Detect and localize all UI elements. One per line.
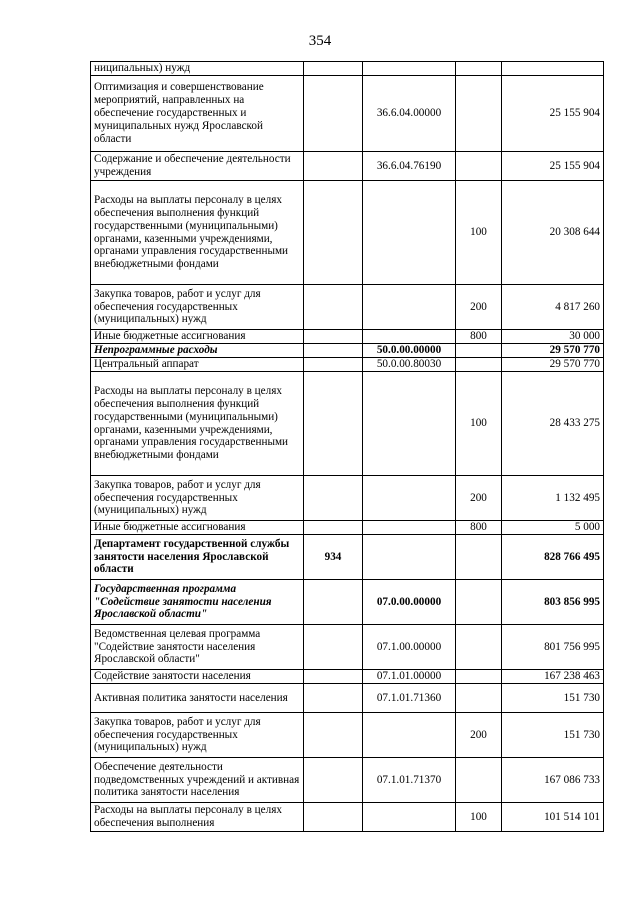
row-ministry-cell [304, 713, 363, 758]
row-amount-cell: 25 155 904 [502, 76, 604, 152]
row-expense-type-cell [456, 76, 502, 152]
row-name-cell: ниципальных) нужд [91, 62, 304, 76]
row-expense-type-cell [456, 670, 502, 684]
row-name-cell: Активная политика занятости населения [91, 684, 304, 713]
table-row [91, 625, 604, 670]
row-expense-type-cell: 800 [456, 330, 502, 344]
table-row [91, 358, 604, 372]
row-ministry-cell [304, 625, 363, 670]
row-ministry-cell [304, 76, 363, 152]
row-code-cell [363, 713, 456, 758]
table-row [91, 330, 604, 344]
row-name-cell: Оптимизация и совершенствование мероприятий, направленных на обеспечение государственных и муниципальных нужд Ярославской области [91, 76, 304, 152]
page-number: 354 [308, 33, 332, 49]
row-code-cell [363, 803, 456, 832]
row-name-cell: Центральный аппарат [91, 358, 304, 372]
row-ministry-cell [304, 476, 363, 521]
row-expense-type-cell: 800 [456, 521, 502, 535]
row-code-cell: 07.1.01.71360 [363, 684, 456, 713]
table-row [91, 713, 604, 758]
row-name-cell: Департамент государственной службы занятости населения Ярославской области [91, 535, 304, 580]
row-ministry-cell [304, 62, 363, 76]
row-name-cell: Обеспечение деятельности подведомственных учреждений и активная политика занятости населения [91, 758, 304, 803]
row-name-cell: Непрограммные расходы [91, 344, 304, 358]
row-ministry-cell [304, 285, 363, 330]
row-code-cell [363, 181, 456, 285]
row-name-cell: Расходы на выплаты персоналу в целях обеспечения выполнения функций государственными (муниципальными) органами, казенными учреждениями, органами управления государственными внебюджетными фондами [91, 372, 304, 476]
row-amount-cell: 151 730 [502, 713, 604, 758]
table-row [91, 476, 604, 521]
budget-table [90, 61, 604, 832]
row-name-cell: Ведомственная целевая программа "Содействие занятости населения Ярославской области" [91, 625, 304, 670]
row-code-cell [363, 62, 456, 76]
row-code-cell: 07.0.00.00000 [363, 580, 456, 625]
row-expense-type-cell [456, 62, 502, 76]
table-row [91, 62, 604, 76]
row-code-cell: 07.1.01.71370 [363, 758, 456, 803]
row-ministry-cell [304, 803, 363, 832]
row-code-cell: 07.1.01.00000 [363, 670, 456, 684]
table-row [91, 181, 604, 285]
table-row [91, 285, 604, 330]
row-ministry-cell [304, 758, 363, 803]
row-code-cell: 50.0.00.00000 [363, 344, 456, 358]
row-expense-type-cell [456, 625, 502, 670]
row-code-cell [363, 330, 456, 344]
row-expense-type-cell [456, 758, 502, 803]
row-expense-type-cell [456, 684, 502, 713]
row-code-cell [363, 372, 456, 476]
row-amount-cell: 167 086 733 [502, 758, 604, 803]
row-expense-type-cell: 100 [456, 803, 502, 832]
row-amount-cell: 801 756 995 [502, 625, 604, 670]
row-amount-cell: 151 730 [502, 684, 604, 713]
row-expense-type-cell [456, 358, 502, 372]
row-name-cell: Содействие занятости населения [91, 670, 304, 684]
row-ministry-cell [304, 358, 363, 372]
row-expense-type-cell [456, 580, 502, 625]
row-expense-type-cell [456, 344, 502, 358]
row-amount-cell: 29 570 770 [502, 344, 604, 358]
row-name-cell: Содержание и обеспечение деятельности учреждения [91, 152, 304, 181]
row-ministry-cell [304, 344, 363, 358]
row-name-cell: Расходы на выплаты персоналу в целях обеспечения выполнения [91, 803, 304, 832]
row-amount-cell: 803 856 995 [502, 580, 604, 625]
row-name-cell: Закупка товаров, работ и услуг для обеспечения государственных (муниципальных) нужд [91, 285, 304, 330]
row-expense-type-cell: 100 [456, 372, 502, 476]
row-code-cell [363, 476, 456, 521]
row-name-cell: Расходы на выплаты персоналу в целях обеспечения выполнения функций государственными (муниципальными) органами, казенными учреждениями, органами управления государственными внебюджетными фондами [91, 181, 304, 285]
row-expense-type-cell: 200 [456, 285, 502, 330]
row-name-cell: Иные бюджетные ассигнования [91, 330, 304, 344]
row-code-cell: 50.0.00.80030 [363, 358, 456, 372]
row-code-cell: 07.1.00.00000 [363, 625, 456, 670]
budget-table-body [91, 62, 604, 832]
row-name-cell: Закупка товаров, работ и услуг для обеспечения государственных (муниципальных) нужд [91, 713, 304, 758]
row-expense-type-cell [456, 535, 502, 580]
table-row [91, 670, 604, 684]
table-row [91, 803, 604, 832]
row-ministry-cell [304, 330, 363, 344]
row-ministry-cell [304, 580, 363, 625]
row-expense-type-cell [456, 152, 502, 181]
row-amount-cell: 101 514 101 [502, 803, 604, 832]
row-ministry-cell: 934 [304, 535, 363, 580]
row-ministry-cell [304, 181, 363, 285]
table-row [91, 344, 604, 358]
row-ministry-cell [304, 521, 363, 535]
table-row [91, 152, 604, 181]
table-row [91, 76, 604, 152]
row-amount-cell: 30 000 [502, 330, 604, 344]
row-amount-cell [502, 62, 604, 76]
row-amount-cell: 167 238 463 [502, 670, 604, 684]
row-name-cell: Закупка товаров, работ и услуг для обеспечения государственных (муниципальных) нужд [91, 476, 304, 521]
row-amount-cell: 1 132 495 [502, 476, 604, 521]
row-amount-cell: 25 155 904 [502, 152, 604, 181]
row-name-cell: Государственная программа "Содействие занятости населения Ярославской области" [91, 580, 304, 625]
row-code-cell [363, 535, 456, 580]
row-ministry-cell [304, 670, 363, 684]
row-amount-cell: 828 766 495 [502, 535, 604, 580]
row-ministry-cell [304, 372, 363, 476]
table-row [91, 758, 604, 803]
row-code-cell: 36.6.04.76190 [363, 152, 456, 181]
row-ministry-cell [304, 684, 363, 713]
row-name-cell: Иные бюджетные ассигнования [91, 521, 304, 535]
row-code-cell [363, 521, 456, 535]
row-amount-cell: 20 308 644 [502, 181, 604, 285]
row-ministry-cell [304, 152, 363, 181]
row-code-cell [363, 285, 456, 330]
table-row [91, 372, 604, 476]
row-expense-type-cell: 200 [456, 476, 502, 521]
row-expense-type-cell: 200 [456, 713, 502, 758]
table-row [91, 684, 604, 713]
table-row [91, 521, 604, 535]
row-amount-cell: 28 433 275 [502, 372, 604, 476]
row-expense-type-cell: 100 [456, 181, 502, 285]
row-amount-cell: 29 570 770 [502, 358, 604, 372]
row-amount-cell: 5 000 [502, 521, 604, 535]
table-row [91, 580, 604, 625]
table-row [91, 535, 604, 580]
row-amount-cell: 4 817 260 [502, 285, 604, 330]
row-code-cell: 36.6.04.00000 [363, 76, 456, 152]
